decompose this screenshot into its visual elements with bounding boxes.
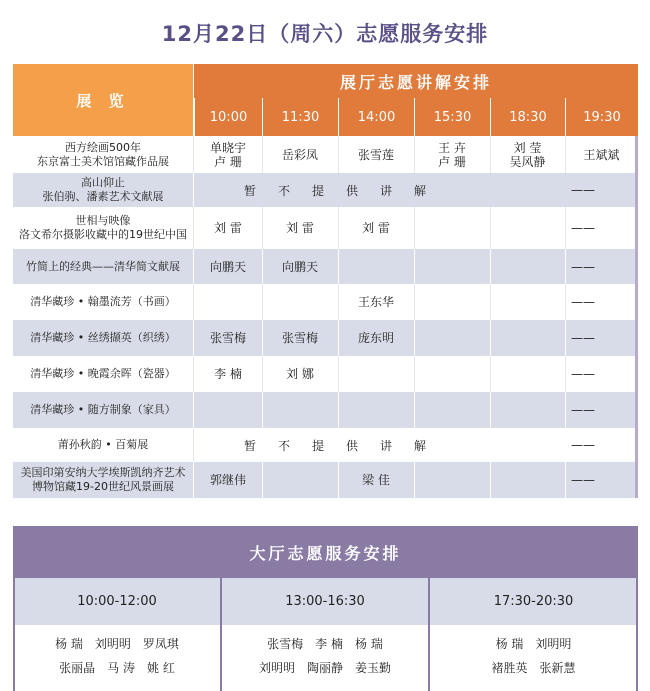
exhibit-row xyxy=(13,462,635,498)
exhibit-name-line: 博物馆藏19-20世纪风景画展 xyxy=(32,480,174,493)
volunteer-name: 刘明明 xyxy=(258,661,295,675)
volunteer-cell xyxy=(262,136,338,173)
volunteer-name: 李 楠 xyxy=(214,367,242,381)
notice-char: 供 xyxy=(346,183,359,198)
volunteer-name: 吴风静 xyxy=(509,154,546,169)
evening-dash: —— xyxy=(571,259,595,274)
volunteer-name: 卢 珊 xyxy=(438,154,466,169)
column-divider xyxy=(490,284,491,320)
column-divider xyxy=(490,392,491,428)
volunteer-cell xyxy=(414,136,490,173)
volunteer-cell xyxy=(565,136,638,173)
exhibit-name-line: 美国印第安纳大学埃斯凯纳齐艺术 xyxy=(20,466,186,479)
evening-dash: —— xyxy=(571,295,595,309)
notice-char: 供 xyxy=(346,438,359,453)
exhibit-row xyxy=(13,136,635,173)
hall-volunteer-list xyxy=(13,625,221,691)
column-divider xyxy=(490,320,491,356)
no-guide-notice xyxy=(244,173,448,207)
volunteer-cell xyxy=(414,320,490,356)
volunteer-name: 李 楠 xyxy=(315,637,343,651)
volunteer-name: 刘 娜 xyxy=(286,367,314,381)
volunteer-name: 姜玉勤 xyxy=(355,661,392,675)
volunteer-name: 刘 雷 xyxy=(286,221,314,235)
volunteer-name: 王斌斌 xyxy=(583,147,620,162)
volunteer-cell xyxy=(414,462,490,498)
exhibit-name xyxy=(13,428,193,462)
exhibit-name-line: 清华藏珍 • 翰墨流芳（书画） xyxy=(30,295,176,308)
volunteer-name: 张丽晶 xyxy=(59,661,96,675)
exhibit-name-line: 张伯驹、潘素艺术文献展 xyxy=(42,190,164,203)
volunteer-cell xyxy=(338,207,414,249)
evening-dash: —— xyxy=(571,403,595,417)
volunteer-name: 向鹏天 xyxy=(281,259,318,274)
exhibit-name xyxy=(13,249,193,284)
hall-volunteer-line xyxy=(221,635,429,652)
hall-column-divider xyxy=(428,578,430,691)
volunteer-cell xyxy=(338,249,414,284)
exhibit-name xyxy=(13,320,193,356)
volunteer-name: 杨 瑞 xyxy=(495,637,524,651)
time-slot-header: 14:00 xyxy=(338,98,414,136)
volunteer-name: 张雪梅 xyxy=(267,637,304,651)
volunteer-name: 张雪莲 xyxy=(357,147,394,162)
volunteer-cell xyxy=(194,356,262,392)
exhibit-name xyxy=(13,462,193,498)
exhibit-name-line: 竹简上的经典——清华简文献展 xyxy=(26,259,180,273)
hall-table-border xyxy=(636,578,638,691)
hall-volunteer-line xyxy=(429,635,638,652)
exhibit-row xyxy=(13,207,635,249)
column-divider xyxy=(565,207,566,249)
hall-time-slot: 10:00-12:00 xyxy=(77,594,157,609)
volunteer-cell xyxy=(338,356,414,392)
exhibit-name-line: 清华藏珍 • 丝绣撷英（织绣） xyxy=(30,331,176,344)
volunteer-name: 梁 佳 xyxy=(362,473,390,487)
volunteer-name: 姚 红 xyxy=(147,661,175,675)
volunteer-name: 陶丽静 xyxy=(306,661,343,675)
no-guide-notice xyxy=(244,428,448,462)
volunteer-name: 王 卉 xyxy=(438,140,466,155)
volunteer-cell xyxy=(414,207,490,249)
exhibit-row xyxy=(13,284,635,320)
volunteer-cell xyxy=(194,136,262,173)
volunteer-name: 郭继伟 xyxy=(209,473,246,487)
guide-schedule-header: 展厅志愿讲解安排 xyxy=(194,64,638,98)
volunteer-name: 张新慧 xyxy=(539,661,576,675)
volunteer-name: 庞东明 xyxy=(357,331,394,345)
notice-char: 不 xyxy=(278,438,291,453)
column-divider xyxy=(565,284,566,320)
exhibit-row xyxy=(13,320,635,356)
volunteer-name: 岳彩凤 xyxy=(281,147,318,162)
volunteer-cell xyxy=(262,249,338,284)
volunteer-cell xyxy=(194,207,262,249)
volunteer-cell xyxy=(338,136,414,173)
evening-dash: —— xyxy=(571,473,595,487)
evening-dash: —— xyxy=(571,331,595,345)
volunteer-cell xyxy=(490,136,565,173)
volunteer-cell xyxy=(338,320,414,356)
volunteer-cell xyxy=(262,392,338,428)
exhibit-name xyxy=(13,173,193,207)
hall-volunteer-line xyxy=(221,659,429,676)
exhibit-schedule-table xyxy=(13,64,638,498)
exhibit-name xyxy=(13,136,193,173)
volunteer-cell xyxy=(262,356,338,392)
time-slot-header: 10:00 xyxy=(194,98,262,136)
notice-char: 不 xyxy=(278,183,291,198)
notice-char: 提 xyxy=(312,183,325,198)
exhibit-row xyxy=(13,173,635,207)
volunteer-cell xyxy=(194,320,262,356)
column-divider xyxy=(565,462,566,498)
volunteer-name: 刘明明 xyxy=(535,637,572,651)
exhibit-row xyxy=(13,428,635,462)
column-divider xyxy=(490,207,491,249)
column-divider xyxy=(565,392,566,428)
volunteer-cell xyxy=(194,462,262,498)
volunteer-cell xyxy=(262,320,338,356)
volunteer-name: 王东华 xyxy=(357,295,394,309)
notice-char: 暂 xyxy=(244,183,257,198)
volunteer-name: 刘 雷 xyxy=(362,221,390,235)
notice-char: 讲 xyxy=(380,183,393,198)
volunteer-name: 向鹏天 xyxy=(209,259,246,274)
volunteer-cell xyxy=(414,356,490,392)
column-divider xyxy=(565,249,566,284)
volunteer-name: 刘明明 xyxy=(94,637,131,651)
volunteer-name: 单晓宇 xyxy=(209,140,246,155)
notice-char: 解 xyxy=(414,183,427,198)
time-slot-header: 11:30 xyxy=(262,98,338,136)
volunteer-name: 马 涛 xyxy=(107,661,135,675)
notice-char: 提 xyxy=(312,438,325,453)
evening-dash: —— xyxy=(571,183,595,197)
time-slot-header: 19:30 xyxy=(565,98,638,136)
time-slot-header: 18:30 xyxy=(490,98,565,136)
page-title: 12月22日（周六）志愿服务安排 xyxy=(161,22,489,46)
volunteer-cell xyxy=(194,392,262,428)
volunteer-name: 刘 莹 xyxy=(513,140,542,155)
volunteer-cell xyxy=(414,284,490,320)
hall-volunteer-line xyxy=(13,635,221,652)
exhibit-name-line: 洛文希尔摄影收藏中的19世纪中国 xyxy=(19,228,187,241)
column-divider xyxy=(193,173,194,207)
evening-dash: —— xyxy=(571,367,595,381)
volunteer-name: 刘 雷 xyxy=(214,221,242,235)
column-divider xyxy=(490,249,491,284)
evening-dash: —— xyxy=(571,438,595,452)
time-header-row xyxy=(194,98,638,136)
volunteer-cell xyxy=(414,249,490,284)
hall-column-divider xyxy=(220,578,222,691)
volunteer-cell xyxy=(414,392,490,428)
exhibit-name xyxy=(13,392,193,428)
exhibit-row xyxy=(13,392,635,428)
exhibit-name xyxy=(13,284,193,320)
volunteer-cell xyxy=(194,249,262,284)
hall-schedule-table xyxy=(13,526,638,691)
evening-dash: —— xyxy=(571,221,595,235)
exhibit-name-line: 东京富士美术馆馆藏作品展 xyxy=(37,154,169,168)
column-divider xyxy=(565,356,566,392)
hall-volunteer-line xyxy=(429,659,638,676)
volunteer-name: 张雪梅 xyxy=(209,331,246,345)
hall-time-slot: 17:30-20:30 xyxy=(493,594,574,609)
volunteer-cell xyxy=(194,284,262,320)
column-divider xyxy=(565,320,566,356)
column-divider xyxy=(193,428,194,462)
volunteer-cell xyxy=(262,284,338,320)
exhibit-name-line: 世相与映像 xyxy=(75,214,131,227)
hall-volunteer-list xyxy=(221,625,429,691)
hall-time-row xyxy=(13,578,638,625)
exhibit-row xyxy=(13,356,635,392)
volunteer-cell xyxy=(262,462,338,498)
table-right-border xyxy=(635,136,638,498)
volunteer-cell xyxy=(338,284,414,320)
volunteer-name: 褚胜英 xyxy=(491,661,528,675)
volunteer-name: 卢 珊 xyxy=(214,154,242,169)
hall-table-border xyxy=(13,578,15,691)
volunteer-cell xyxy=(338,462,414,498)
hall-schedule-header: 大厅志愿服务安排 xyxy=(13,526,638,578)
column-divider xyxy=(490,462,491,498)
volunteer-name: 杨 瑞 xyxy=(355,637,383,651)
volunteer-name: 张雪梅 xyxy=(281,331,318,345)
notice-char: 暂 xyxy=(244,438,257,453)
volunteer-name: 罗凤琪 xyxy=(142,637,179,651)
column-divider xyxy=(490,356,491,392)
exhibit-column-header: 展 览 xyxy=(13,64,193,136)
exhibit-name-line: 高山仰止 xyxy=(81,176,125,189)
exhibit-name-line: 莆孙秋韵 • 百菊展 xyxy=(57,438,149,451)
time-slot-header: 15:30 xyxy=(414,98,490,136)
notice-char: 解 xyxy=(414,438,427,453)
exhibit-name-line: 西方绘画500年 xyxy=(65,140,141,154)
hall-time-slot: 13:00-16:30 xyxy=(285,594,365,609)
exhibit-name-line: 清华藏珍 • 随方制象（家具） xyxy=(30,403,176,416)
exhibit-name xyxy=(13,207,193,249)
volunteer-name: 杨 瑞 xyxy=(55,637,83,651)
hall-volunteer-list xyxy=(429,625,638,691)
notice-char: 讲 xyxy=(380,438,393,453)
hall-volunteer-line xyxy=(13,659,221,676)
exhibit-name xyxy=(13,356,193,392)
exhibit-row xyxy=(13,249,635,284)
volunteer-cell xyxy=(262,207,338,249)
exhibit-name-line: 清华藏珍 • 晚霞余晖（瓷器） xyxy=(30,367,176,380)
volunteer-cell xyxy=(338,392,414,428)
